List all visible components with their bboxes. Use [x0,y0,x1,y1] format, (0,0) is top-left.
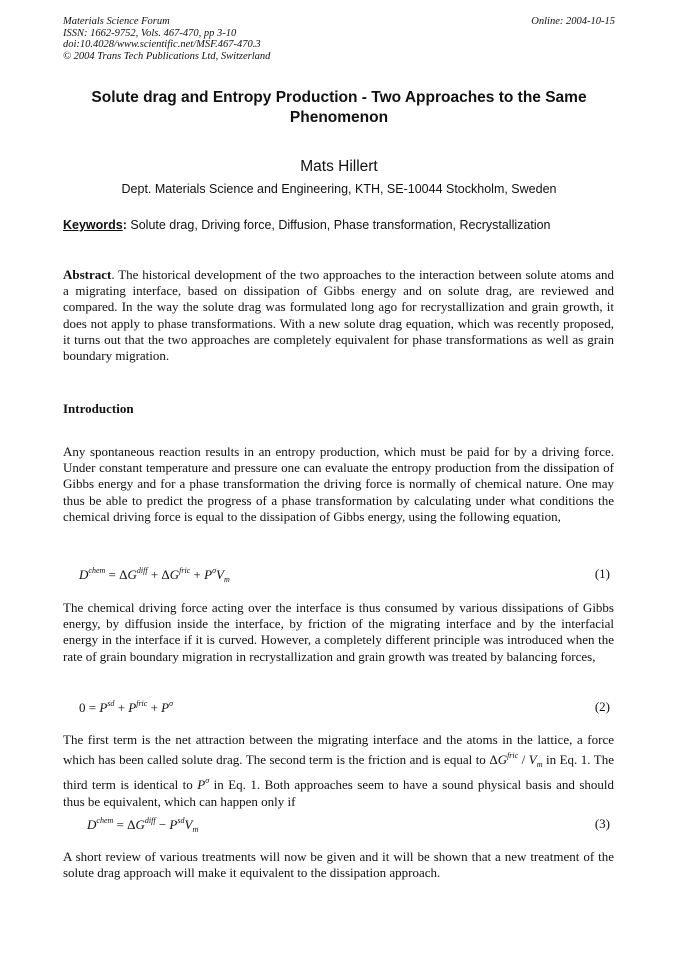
paragraph-3: The first term is the net attraction between the migrating interface and the atoms in the lattice, a force which has been called solute drag. The second term is the friction and is equal to $\Delta G^{fric} / V_m$ in Eq. 1. The third term is identical to $P^\sigma$ in Eq. 1. Both approaches seem to have a sound physical basis and should thus be equivalent, which can happen only if [63,732,614,809]
inline-friction-term: $\Delta G^{fric} / V_m$ [489,751,543,770]
copyright: © 2004 Trans Tech Publications Ltd, Switzerland [63,50,271,62]
equation-2-expression: $0 = P^{sd} + P^{fric} + P^\sigma$ [79,699,174,715]
doi: doi:10.4028/www.scientific.net/MSF.467-470.3 [63,39,261,50]
journal-name: Materials Science Forum [63,16,170,27]
paragraph-2: The chemical driving force acting over the interface is thus consumed by various dissipations of Gibbs energy, by diffusion inside the interface, by friction of the migrating interface and by the interfacial energy in the interface if it is curved. However, a completely different principle was introduced when the rate of grain boundary migration in recrystallization and grain growth was treated by balancing forces, [63,600,614,664]
abstract-text: . The historical development of the two approaches to the interaction between solute atoms and a migrating interface, based on dissipation of Gibbs energy and on solute drag, are reviewed and compared. In the way the solute drag was formulated long ago for recrystallization and grain growth, it does not apply to phase transformations. With a new solute drag equation, which was recently proposed, it turns out that the two approaches are completely equivalent for phase transformations as well as grain boundary migration. [63,267,614,364]
paper-title: Solute drag and Entropy Production - Two Approaches to the Same Phenomenon [91,89,587,126]
intro-paragraph: Any spontaneous reaction results in an entropy production, which must be paid for by a driving force. Under constant temperature and pressure one can evaluate the entropy production from the dissipation of Gibbs energy and for a phase transformation the driving force is normally of chemical nature. One may thus be able to predict the progress of a phase transformation by calculating under what conditions the chemical driving force is equal to the dissipation of Gibbs energy, using the following equation, [63,444,614,524]
equation-3-number: (3) [594,816,610,831]
page-header [63,16,615,62]
keywords-colon: : [122,218,127,232]
issn: ISSN: 1662-9752, Vols. 467-470, pp 3-10 [63,27,237,39]
equation-1 [63,564,614,586]
paragraph-4: A short review of various treatments will now be given and it will be shown that a new treatment of the solute drag approach will make it equivalent to the dissipation approach. [63,849,614,881]
online-date: Online: 2004-10-15 [531,16,615,27]
abstract [63,267,614,364]
author-name: Mats Hillert [300,158,378,175]
equation-3-expression: $D^{chem} = \Delta G^{diff} - P^{sd}V_m$ [87,816,199,834]
equation-3 [63,814,614,836]
inline-p-sigma: $P^\sigma$ [197,776,210,793]
keywords-label: Keywords [63,218,123,232]
abstract-label: Abstract [63,267,112,282]
equation-1-expression: $D^{chem} = \Delta G^{diff} + \Delta G^{fric} + P^\sigma V_m$ [79,566,230,584]
keywords-text: Solute drag, Driving force, Diffusion, Phase transformation, Recrystallization [126,218,551,232]
equation-1-number: (1) [594,566,610,581]
keywords [63,218,623,232]
equation-2-number: (2) [594,699,610,714]
equation-2 [63,697,614,719]
section-heading-introduction: Introduction [63,401,134,416]
affiliation: Dept. Materials Science and Engineering, KTH, SE-10044 Stockholm, Sweden [121,182,557,196]
